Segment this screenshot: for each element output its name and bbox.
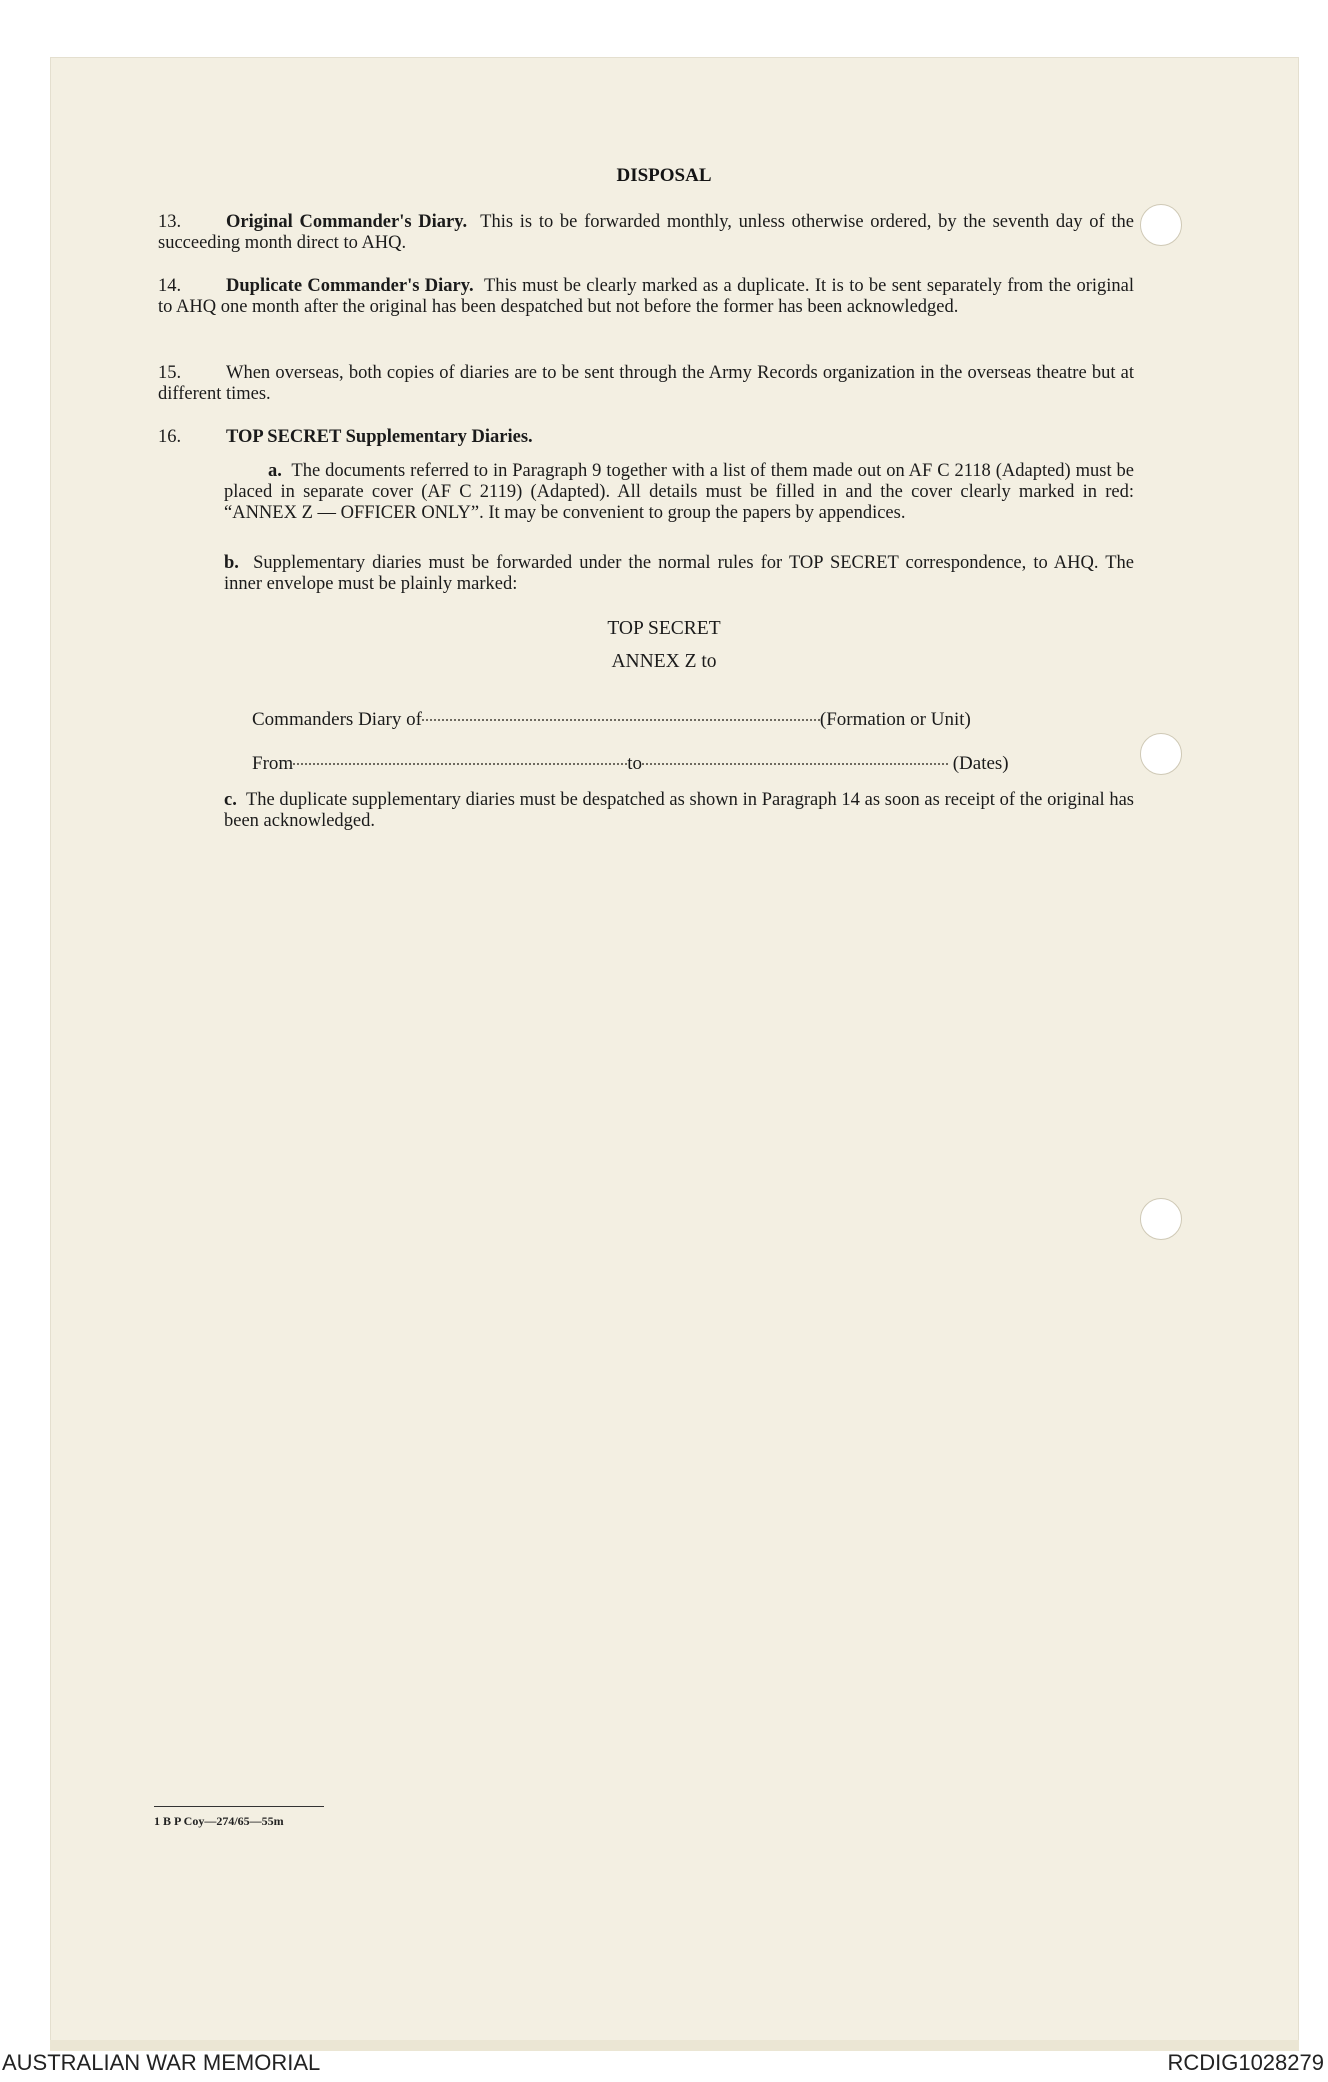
marking-annex-z: ANNEX Z to	[611, 651, 717, 672]
form-label: to	[627, 753, 642, 774]
subparagraph-text: The duplicate supplementary diaries must be despatched as shown in Paragraph 14 as soon as receipt of the original has been acknowledged.	[224, 790, 1134, 831]
paragraph-13	[158, 212, 1134, 254]
paragraph-title: Duplicate Commander's Diary.	[226, 276, 474, 296]
footer-id: RCDIG1028279	[1167, 2050, 1324, 2075]
paragraph-text: This is to be forwarded monthly, unless otherwise ordered, by the seventh day of the succeeding month direct to AHQ.	[158, 212, 1134, 253]
dotted-blank	[642, 763, 948, 765]
subparagraph-label: b.	[224, 553, 239, 573]
punch-hole	[1140, 733, 1182, 775]
section-heading: DISPOSAL	[616, 165, 712, 186]
paragraph-16	[158, 427, 1134, 448]
form-label: Commanders Diary of	[252, 709, 422, 730]
marking-top-secret: TOP SECRET	[607, 618, 721, 639]
subparagraph-a	[224, 461, 1134, 524]
paragraph-title: TOP SECRET Supplementary Diaries.	[226, 427, 533, 447]
subparagraph-label: a.	[268, 461, 282, 481]
form-line-diary	[252, 709, 971, 731]
subparagraph-text: Supplementary diaries must be forwarded under the normal rules for TOP SECRET correspondence, to AHQ. The inner envelope must be plainly marked:	[224, 553, 1134, 594]
print-code: 1 B P Coy—274/65—55m	[154, 1814, 284, 1828]
punch-hole	[1140, 204, 1182, 246]
punch-hole	[1140, 1198, 1182, 1240]
paragraph-text: This must be clearly marked as a duplicate. It is to be sent separately from the original to AHQ one month after the original has been despatched but not before the former has been acknowledged.	[158, 276, 1134, 317]
paragraph-text: When overseas, both copies of diaries are to be sent through the Army Records organization in the overseas theatre but at different times.	[158, 363, 1134, 404]
form-line-dates	[252, 753, 1009, 775]
paragraph-15	[158, 363, 1134, 405]
subparagraph-label: c.	[224, 790, 237, 810]
dotted-blank	[422, 719, 820, 721]
footer-source: AUSTRALIAN WAR MEMORIAL	[2, 2050, 321, 2075]
print-code-rule	[154, 1806, 324, 1807]
paragraph-number: 15.	[158, 363, 182, 383]
form-label: From	[252, 753, 294, 774]
form-suffix: (Formation or Unit)	[819, 709, 971, 730]
form-suffix: (Dates)	[952, 753, 1009, 774]
paragraph-number: 13.	[158, 212, 182, 232]
subparagraph-text: The documents referred to in Paragraph 9 together with a list of them made out on AF C 2118 (Adapted) must be placed in separate cover (AF C 2119) (Adapted). All details must be filled in and the cover clearly marked in red: “ANNEX Z — OFFICER ONLY”. It may be convenient to group the papers by appendices.	[224, 461, 1134, 523]
paragraph-number: 14.	[158, 276, 182, 296]
subparagraph-b	[224, 553, 1134, 595]
paragraph-14	[158, 276, 1134, 318]
paragraph-title: Original Commander's Diary.	[226, 212, 468, 232]
paragraph-number: 16.	[158, 427, 182, 447]
subparagraph-c	[224, 790, 1134, 832]
dotted-blank	[293, 763, 627, 765]
